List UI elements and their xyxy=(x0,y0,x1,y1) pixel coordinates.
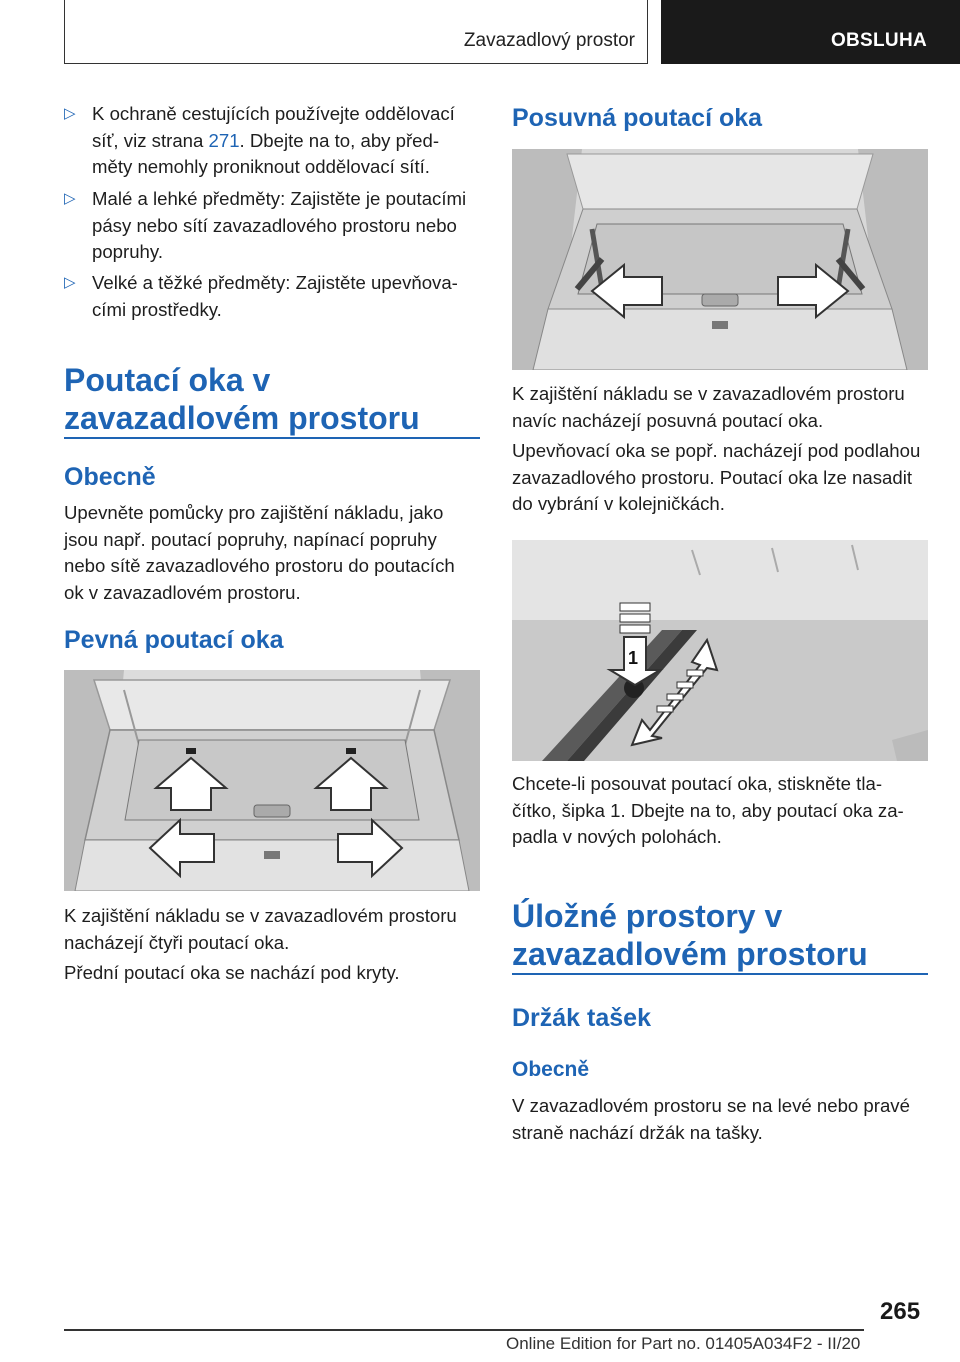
pevna-paragraph-2: Přední poutací oka se nachází pod kryty. xyxy=(64,962,400,983)
bullet-line: popruhy. xyxy=(92,241,163,262)
heading-posuvna-poutaci-oka: Posuvná poutací oka xyxy=(512,104,763,132)
bullet-triangle-icon: ▷ xyxy=(64,190,76,207)
bullet-triangle-icon: ▷ xyxy=(64,274,76,291)
heading-poutaci-oka: Poutací oka v zavazadlovém prostoru xyxy=(64,362,420,436)
rail-eyelet-detail-image xyxy=(512,540,928,761)
heading-ulozne-prostory: Úložné prostory v zavazadlovém prostoru xyxy=(512,898,868,972)
heading-pevna-poutaci-oka: Pevná poutací oka xyxy=(64,626,284,654)
posuvna-paragraph-1: K zajištění nákladu se v zavazadlovém prostoru navíc nacházejí posuvná poutací oka. xyxy=(512,383,905,431)
obecne-paragraph: Upevněte pomůcky pro zajištění nákladu, jako jsou např. poutací popruhy, napínací popruhy nebo sítě zavazadlového prostoru do poutacích ok v zavazadlovém prostoru. xyxy=(64,502,455,603)
bullet-line: K ochraně cestujících používejte oddělovací xyxy=(92,103,455,124)
header-chapter-box xyxy=(661,0,960,64)
chapter-title: OBSLUHA xyxy=(830,30,927,51)
heading-obecne-sub: Obecně xyxy=(512,1058,590,1081)
bullet-line: síť, viz strana 271. Dbejte na to, aby před‐ xyxy=(92,129,440,151)
trunk-fixed-eyelets-image xyxy=(64,670,480,891)
header-section-box xyxy=(64,0,648,64)
section-title: Zavazadlový prostor xyxy=(463,30,635,51)
heading-obecne: Obecně xyxy=(64,463,156,491)
bullet-line: Velké a těžké předměty: Zajistěte upevňova‐ xyxy=(92,272,458,293)
footer-edition: Online Edition for Part no. 01405A034F2 - II/20 xyxy=(506,1334,861,1353)
bullet-line: pásy nebo sítí zavazadlového prostoru nebo xyxy=(92,214,457,236)
posuvna-paragraph-2: Upevňovací oka se popř. nacházejí pod podlahou zavazadlového prostoru. Poutací oka lze nasadit do vybrání v kolejničkách. xyxy=(512,440,921,514)
bullet-line: cími prostředky. xyxy=(92,298,222,320)
bullet-line: Malé a lehké předměty: Zajistěte je poutacími xyxy=(92,188,467,209)
trunk-sliding-eyelets-image xyxy=(512,149,928,370)
drzak-paragraph: V zavazadlovém prostoru se na levé nebo pravé straně nachází držák na tašky. xyxy=(512,1095,910,1143)
page-link[interactable]: 271 xyxy=(208,129,240,151)
posuvna-paragraph-3: Chcete-li posouvat poutací oka, stiskněte tla‐ čítko, šipka 1. Dbejte na to, aby poutací oka za‐ padla v nových polohách. xyxy=(512,773,904,847)
heading-rule xyxy=(64,437,480,439)
heading-drzak-tasek: Držák tašek xyxy=(512,1004,651,1032)
page-number: 265 xyxy=(880,1298,921,1325)
arrow-1-label: 1 xyxy=(628,648,639,668)
footer-rule xyxy=(64,1329,864,1331)
pevna-paragraph-1: K zajištění nákladu se v zavazadlovém prostoru nacházejí čtyři poutací oka. xyxy=(64,905,457,953)
heading-rule xyxy=(512,973,928,975)
bullet-line: měty nemohly proniknout oddělovací sítí. xyxy=(92,156,430,177)
bullet-triangle-icon: ▷ xyxy=(64,105,76,122)
